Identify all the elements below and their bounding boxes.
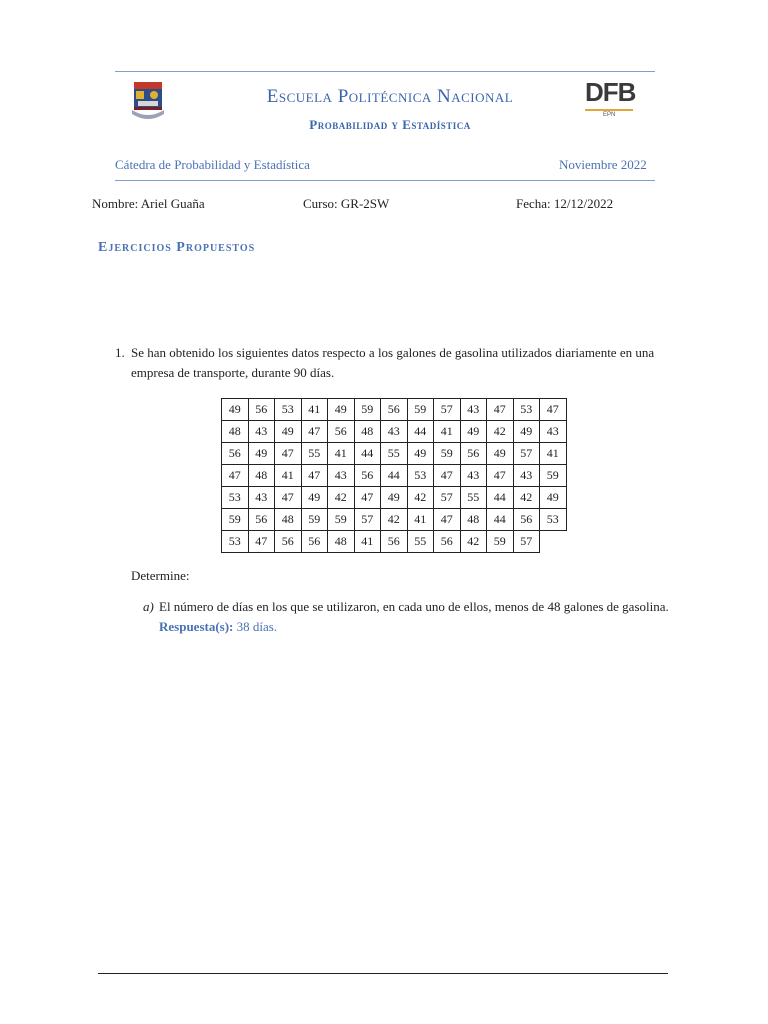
- table-cell: 55: [407, 531, 434, 553]
- table-cell: 56: [434, 531, 461, 553]
- table-cell: 59: [540, 465, 567, 487]
- student-name: Nombre: Ariel Guaña: [92, 196, 205, 211]
- table-cell: 42: [487, 421, 514, 443]
- table-cell: 43: [540, 421, 567, 443]
- table-cell: 47: [540, 399, 567, 421]
- table-cell: 47: [487, 465, 514, 487]
- item-a-label: a): [143, 599, 154, 614]
- table-cell: 56: [381, 399, 408, 421]
- table-cell: 49: [540, 487, 567, 509]
- item-a-text: El número de días en los que se utilizaron, en cada uno de ellos, menos de 48 galones de gasolina.: [159, 599, 669, 614]
- table-cell: 56: [513, 509, 540, 531]
- table-cell-empty: [540, 531, 567, 553]
- table-row: [222, 531, 567, 553]
- table-cell: 56: [275, 531, 302, 553]
- table-row: [222, 399, 567, 421]
- table-cell: 44: [487, 487, 514, 509]
- table-cell: 57: [354, 509, 381, 531]
- table-cell: 56: [301, 531, 328, 553]
- table-cell: 42: [460, 531, 487, 553]
- table-cell: 48: [275, 509, 302, 531]
- table-cell: 59: [407, 399, 434, 421]
- table-cell: 44: [487, 509, 514, 531]
- header-date: Noviembre 2022: [559, 157, 647, 172]
- dfb-logo-bar: [585, 109, 633, 111]
- table-cell: 49: [275, 421, 302, 443]
- table-cell: 48: [222, 421, 249, 443]
- table-cell: 47: [275, 487, 302, 509]
- table-cell: 55: [460, 487, 487, 509]
- table-cell: 53: [540, 509, 567, 531]
- table-cell: 41: [540, 443, 567, 465]
- table-cell: 43: [248, 421, 275, 443]
- table-cell: 43: [460, 399, 487, 421]
- table-cell: 44: [381, 465, 408, 487]
- table-cell: 43: [328, 465, 355, 487]
- table-cell: 57: [513, 531, 540, 553]
- table-cell: 53: [513, 399, 540, 421]
- table-cell: 49: [248, 443, 275, 465]
- department-label: Cátedra de Probabilidad y Estadística: [115, 157, 310, 172]
- table-cell: 49: [328, 399, 355, 421]
- table-cell: 41: [275, 465, 302, 487]
- table-cell: 42: [407, 487, 434, 509]
- table-cell: 47: [487, 399, 514, 421]
- table-cell: 56: [222, 443, 249, 465]
- table-cell: 42: [328, 487, 355, 509]
- header-bottom-rule: [115, 180, 655, 181]
- table-cell: 53: [222, 531, 249, 553]
- table-row: [222, 509, 567, 531]
- table-cell: 59: [222, 509, 249, 531]
- dfb-logo: [585, 78, 645, 122]
- table-cell: 55: [381, 443, 408, 465]
- table-cell: 41: [301, 399, 328, 421]
- table-cell: 56: [381, 531, 408, 553]
- header-top-rule: [115, 71, 655, 72]
- table-cell: 49: [487, 443, 514, 465]
- table-cell: 59: [354, 399, 381, 421]
- table-cell: 44: [354, 443, 381, 465]
- table-cell: 49: [513, 421, 540, 443]
- table-cell: 41: [328, 443, 355, 465]
- table-cell: 47: [275, 443, 302, 465]
- section-title: Ejercicios Propuestos: [98, 240, 256, 255]
- exercise-number: 1.: [115, 345, 125, 360]
- table-cell: 41: [407, 509, 434, 531]
- table-cell: 48: [328, 531, 355, 553]
- table-cell: 57: [513, 443, 540, 465]
- table-cell: 47: [248, 531, 275, 553]
- epn-crest-logo: [128, 80, 168, 124]
- table-cell: 43: [381, 421, 408, 443]
- table-row: [222, 421, 567, 443]
- table-cell: 56: [248, 509, 275, 531]
- table-cell: 56: [354, 465, 381, 487]
- table-cell: 53: [407, 465, 434, 487]
- table-cell: 43: [248, 487, 275, 509]
- determine-label: Determine:: [131, 568, 190, 583]
- table-cell: 49: [460, 421, 487, 443]
- table-cell: 48: [354, 421, 381, 443]
- table-row: [222, 487, 567, 509]
- table-cell: 47: [434, 509, 461, 531]
- table-cell: 47: [354, 487, 381, 509]
- exercise-statement: Se han obtenido los siguientes datos respecto a los galones de gasolina utilizados diariamente en una empresa de transporte, durante 90 días.: [131, 345, 655, 380]
- table-cell: 59: [434, 443, 461, 465]
- table-cell: 57: [434, 399, 461, 421]
- institution-title: Escuela Politécnica Nacional: [266, 86, 514, 107]
- table-cell: 47: [222, 465, 249, 487]
- answer-value: 38 días.: [236, 619, 278, 634]
- dfb-logo-sub: EPN: [603, 112, 616, 118]
- table-cell: 42: [513, 487, 540, 509]
- gasoline-data-table: [221, 398, 567, 553]
- table-cell: 48: [248, 465, 275, 487]
- table-cell: 55: [301, 443, 328, 465]
- answer-label: Respuesta(s):: [159, 619, 234, 634]
- table-cell: 41: [354, 531, 381, 553]
- dfb-logo-text: DFB: [585, 77, 636, 107]
- table-cell: 42: [381, 509, 408, 531]
- table-cell: 47: [301, 465, 328, 487]
- table-cell: 47: [434, 465, 461, 487]
- subject-title: Probabilidad y Estadística: [309, 117, 471, 132]
- table-cell: 53: [222, 487, 249, 509]
- table-cell: 43: [513, 465, 540, 487]
- table-row: [222, 465, 567, 487]
- footer-rule: [98, 973, 668, 974]
- item-a-body: [159, 597, 669, 637]
- table-cell: 48: [460, 509, 487, 531]
- table-cell: 49: [381, 487, 408, 509]
- student-date: Fecha: 12/12/2022: [516, 196, 614, 211]
- table-cell: 53: [275, 399, 302, 421]
- table-row: [222, 443, 567, 465]
- table-cell: 56: [248, 399, 275, 421]
- table-cell: 47: [301, 421, 328, 443]
- table-cell: 59: [487, 531, 514, 553]
- student-course: Curso: GR-2SW: [303, 196, 390, 211]
- table-cell: 56: [328, 421, 355, 443]
- table-cell: 49: [222, 399, 249, 421]
- table-cell: 57: [434, 487, 461, 509]
- table-cell: 59: [328, 509, 355, 531]
- table-cell: 44: [407, 421, 434, 443]
- table-cell: 56: [460, 443, 487, 465]
- table-cell: 41: [434, 421, 461, 443]
- table-cell: 59: [301, 509, 328, 531]
- table-cell: 49: [301, 487, 328, 509]
- table-cell: 49: [407, 443, 434, 465]
- table-cell: 43: [460, 465, 487, 487]
